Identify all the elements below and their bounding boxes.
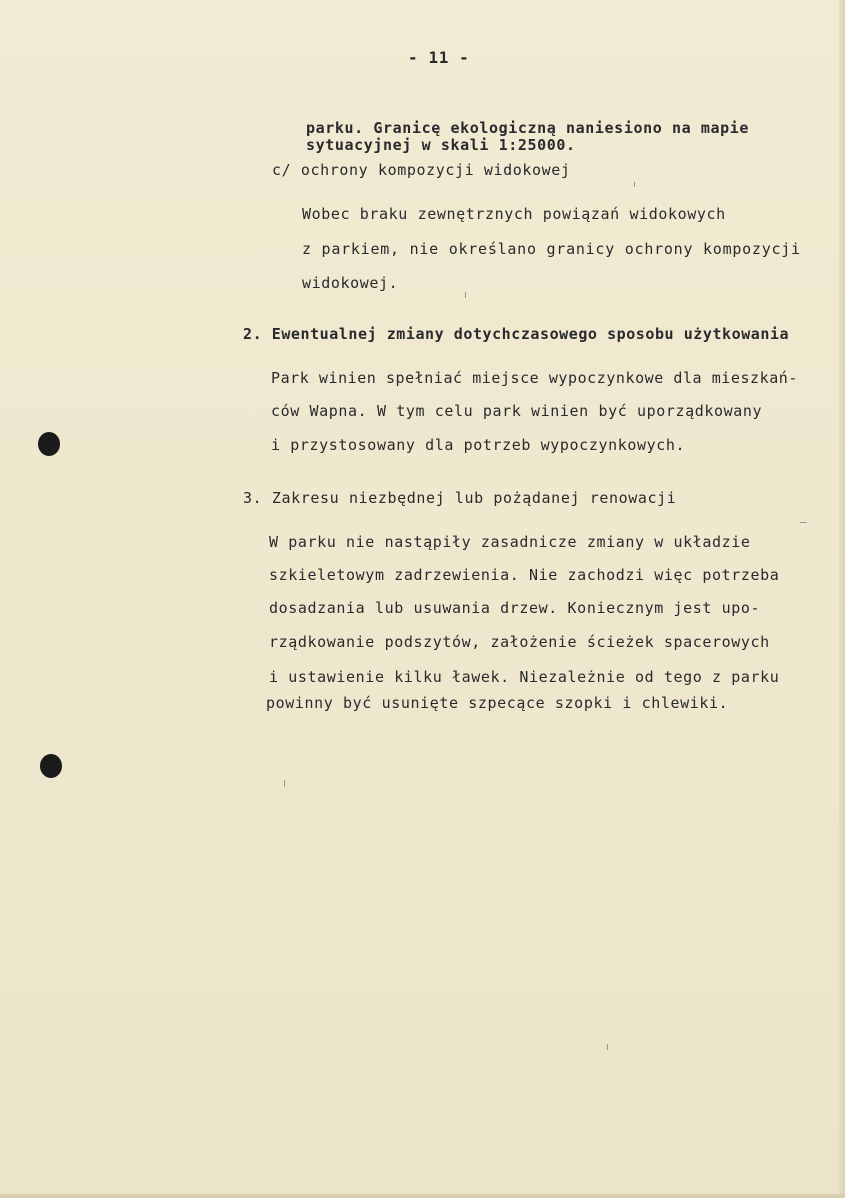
section-3-line: dosadzania lub usuwania drzew. Koniecznym jest upo- (269, 599, 761, 617)
page-edge-bottom (0, 1194, 845, 1198)
page-edge-right (839, 0, 845, 1198)
paper-speck (800, 522, 807, 523)
intro-line-1: parku. Granicę ekologiczną naniesiono na mapie (306, 119, 750, 137)
punch-hole-top (38, 432, 60, 456)
section-3-heading: 3. Zakresu niezbędnej lub pożądanej renowacji (243, 489, 677, 507)
section-c-line: z parkiem, nie określano granicy ochrony kompozycji (302, 240, 801, 258)
paper-speck (607, 1044, 608, 1050)
section-c-heading: c/ ochrony kompozycji widokowej (272, 161, 571, 179)
paper-speck (284, 780, 285, 787)
section-3-line: powinny być usunięte szpecące szopki i chlewiki. (266, 694, 729, 712)
paper-speck (465, 292, 466, 298)
section-3-line: i ustawienie kilku ławek. Niezależnie od tego z parku (269, 668, 780, 686)
punch-hole-bottom (40, 754, 62, 778)
page-number: - 11 - (408, 48, 470, 67)
section-c-line: widokowej. (302, 274, 399, 292)
section-2-line: ców Wapna. W tym celu park winien być uporządkowany (271, 402, 763, 420)
section-c-line: Wobec braku zewnętrznych powiązań widokowych (302, 205, 726, 223)
section-3-line: rządkowanie podszytów, założenie ścieżek spacerowych (269, 633, 770, 651)
paper-speck (634, 182, 635, 187)
section-3-line: W parku nie nastąpiły zasadnicze zmiany w układzie (269, 533, 751, 551)
section-2-heading: 2. Ewentualnej zmiany dotychczasowego sposobu użytkowania (243, 325, 790, 343)
section-3-line: szkieletowym zadrzewienia. Nie zachodzi więc potrzeba (269, 566, 780, 584)
section-2-line: Park winien spełniać miejsce wypoczynkowe dla mieszkań- (271, 369, 798, 387)
intro-line-2: sytuacyjnej w skali 1:25000. (306, 136, 576, 154)
section-2-line: i przystosowany dla potrzeb wypoczynkowych. (271, 436, 686, 454)
